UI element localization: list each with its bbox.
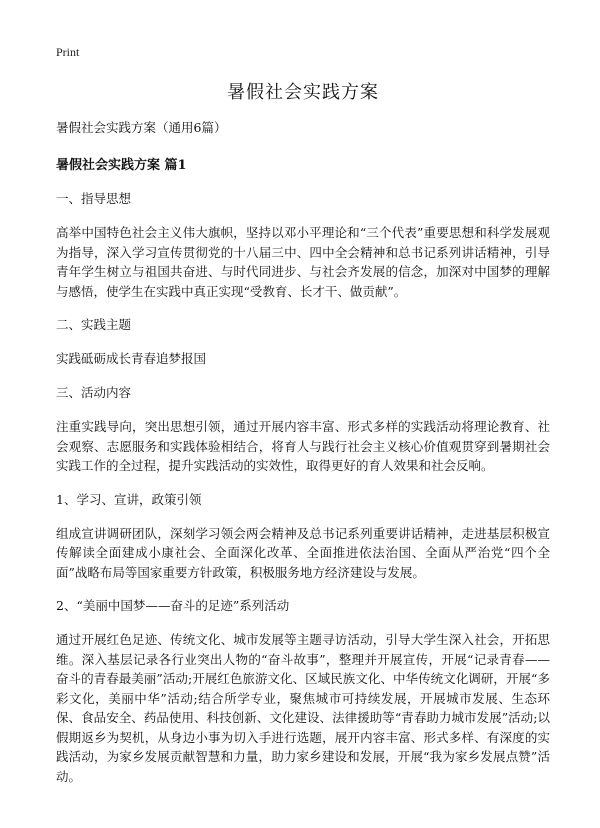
paragraph-activity-content: 注重实践导向，突出思想引领，通过开展内容丰富、形式多样的实践活动将理论教育、社会观察、志愿服务和实践体验相结合，将育人与践行社会主义核心价值观贯穿到暑期社会实践工作的全过程，提升实践活动的实效性，取得更好的育人效果和社会反响。 [56, 419, 550, 473]
heading-study-policy: 1、学习、宣讲，政策引领 [56, 491, 202, 507]
practice-theme-text: 实践砥砺成长青春追梦报国 [56, 351, 207, 366]
heading-guiding-ideology: 一、指导思想 [56, 191, 132, 206]
paragraph-guiding-ideology: 高举中国特色社会主义伟大旗帜，坚持以邓小平理论和“三个代表”重要思想和科学发展观为指导，深入学习宣传贯彻党的十八届三中、四中全会精神和总书记系列讲话精神，引导青年学生树立与祖国共奋进、与时代同进步、与社会齐发展的信念，加深对中国梦的理解与感悟，使学生在实践中真正实现“受教育、长才干、做贡献”。 [56, 225, 550, 299]
heading-china-dream: 2、“美丽中国梦——奋斗的足迹”系列活动 [56, 598, 290, 613]
document-body [56, 78, 550, 798]
paragraph-china-dream: 通过开展红色足迹、传统文化、城市发展等主题寻访活动，引导大学生深入社会，开拓思维。深入基层记录各行业突出人物的“奋斗故事”，整理并开展宣传，开展“记录青春——奋斗的青春最美丽”活动;开展红色旅游文化、区域民族文化、中华传统文化调研，开展“多彩文化，美丽中华”活动;结合所学专业，聚焦城市可持续发展，开展城市发展、生态环保、食品安全、药品使用、科技创新、文化建设、法律援助等“青春助力城市发展”活动;以假期返乡为契机，从身边小事为切入手进行选题，展开内容丰富、形式多样、有深度的实践活动，为家乡发展贡献智慧和力量，助力家乡建设和发展，开展“我为家乡发展点赞”活动。 [56, 632, 550, 784]
section-title: 暑假社会实践方案 篇1 [56, 158, 187, 173]
document-subtitle: 暑假社会实践方案（通用6篇） [56, 120, 227, 135]
heading-activity-content: 三、活动内容 [56, 385, 132, 400]
document-title: 暑假社会实践方案 [227, 82, 379, 103]
paragraph-study-policy: 组成宣讲调研团队，深刻学习领会两会精神及总书记系列重要讲话精神，走进基层积极宣传解读全面建成小康社会、全面深化改革、全面推进依法治国、全面从严治党“四个全面”战略布局等国家重要方针政策，积极服务地方经济建设与发展。 [56, 525, 550, 580]
print-link[interactable]: Print [56, 45, 80, 59]
heading-practice-theme: 二、实践主题 [56, 317, 132, 332]
